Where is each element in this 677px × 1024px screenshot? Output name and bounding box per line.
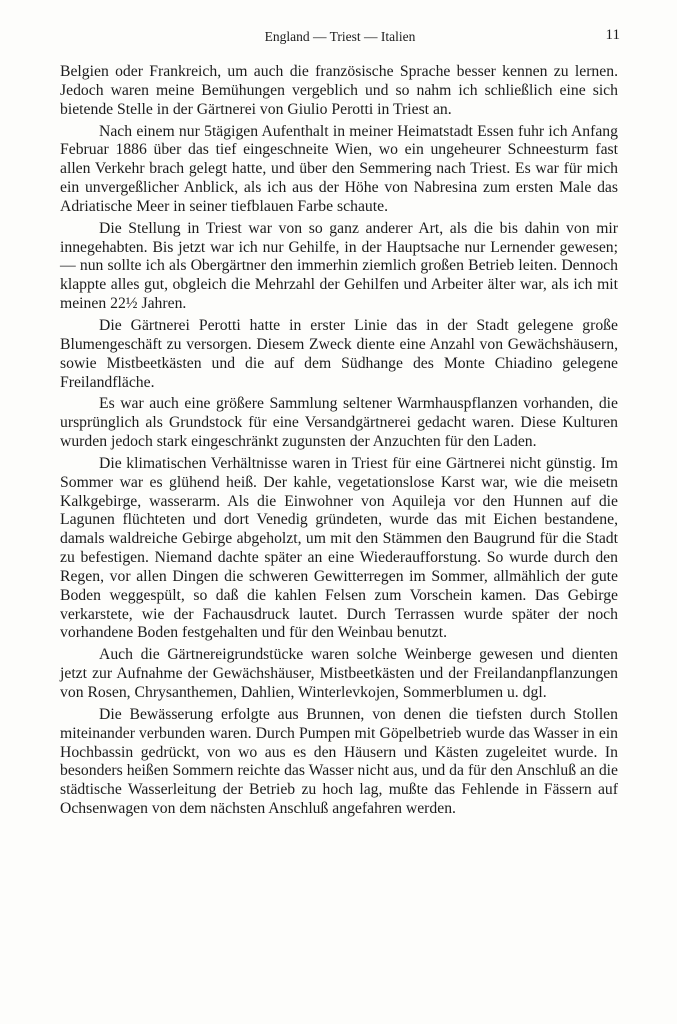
paragraph: Nach einem nur 5tägigen Aufenthalt in meiner Heimatstadt Essen fuhr ich Anfang Februar 1886 über das tief eingeschneite Wien, wo ein ungeheurer Schneesturm fast allen Verkehr brach gelegt hatte, und über den Semmering nach Triest. Es war für mich ein unvergeßlicher Anblick, als ich aus der Höhe von Nabresina zum ersten Male das Adriatische Meer in seiner tiefblauen Farbe schaute.: [60, 122, 618, 215]
running-header: [60, 27, 620, 47]
body-text: [60, 63, 618, 822]
running-title: England — Triest — Italien: [264, 29, 416, 44]
paragraph: Auch die Gärtnereigrundstücke waren solche Weinberge gewesen und dienten jetzt zur Aufnahme der Gewächshäuser, Mistbeetkästen und der Freilandanpflanzungen von Rosen, Chrysanthemen, Dahlien, Winterlevkojen, Sommerblumen u. dgl.: [60, 646, 618, 701]
paragraph: Die Bewässerung erfolgte aus Brunnen, von denen die tiefsten durch Stollen miteinander verbunden waren. Durch Pumpen mit Göpelbetrieb wurde das Wasser in ein Hochbassin gedrückt, von wo aus es den Häusern und Kästen zugeleitet wurde. In besonders heißen Sommern reichte das Wasser nicht aus, und da für den Anschluß an die städtische Wasserleitung der Betrieb zu hoch lag, mußte das Fehlende in Fässern auf Ochsenwagen von dem nächsten Anschluß angefahren werden.: [60, 705, 618, 818]
paragraph: Die Stellung in Triest war von so ganz anderer Art, als die bis dahin von mir innegehabten. Bis jetzt war ich nur Gehilfe, in der Hauptsache nur Lernender gewesen; — nun sollte ich als Obergärtner den immerhin ziemlich großen Betrieb leiten. Dennoch klappte alles gut, obgleich die Mehrzahl der Gehilfen und Arbeiter älter war, als ich mit meinen 22½ Jahren.: [60, 219, 618, 313]
page-number: 11: [605, 27, 620, 43]
paragraph: Die klimatischen Verhältnisse waren in Triest für eine Gärtnerei nicht günstig. Im Sommer war es glühend heiß. Der kahle, vegetationslose Karst war, wie die meisetn Kalkgebirge, wasserarm. Als die Einwohner von Aquileja vor den Hunnen auf die Lagunen flüchteten und dort Venedig gründeten, wurde das mit Eichen bestandene, damals waldreiche Gebirge abgeholzt, um mit den Stämmen den Baugrund für die Stadt zu befestigen. Niemand dachte später an eine Wiederaufforstung. So wurde durch den Regen, vor allen Dingen die schweren Gewitterregen im Sommer, allmählich der gute Boden weggespült, so daß die kahlen Felsen zum Vorschein kamen. Das Gebirge verkarstete, wie der Fachausdruck lautet. Durch Terrassen wurde später der noch vorhandene Boden festgehalten und für den Weinbau benutzt.: [60, 454, 618, 642]
paragraph: Es war auch eine größere Sammlung seltener Warmhauspflanzen vorhanden, die ursprünglich als Grundstock für eine Versandgärtnerei gedacht waren. Diese Kulturen wurden jedoch stark eingeschränkt zugunsten der Anzuchten für den Laden.: [60, 395, 618, 451]
paragraph: Die Gärtnerei Perotti hatte in erster Linie das in der Stadt gelegene große Blumengeschäft zu versorgen. Diesem Zweck diente eine Anzahl von Gewächshäusern, sowie Mistbeetkästen und die auf dem Südhange des Monte Chiadino gelegene Freilandfläche.: [60, 316, 618, 391]
paragraph: Belgien oder Frankreich, um auch die französische Sprache besser kennen zu lernen. Jedoch waren meine Bemühungen vergeblich und so nahm ich schließlich eine sich bietende Stelle in der Gärtnerei von Giulio Perotti in Triest an.: [60, 63, 618, 118]
